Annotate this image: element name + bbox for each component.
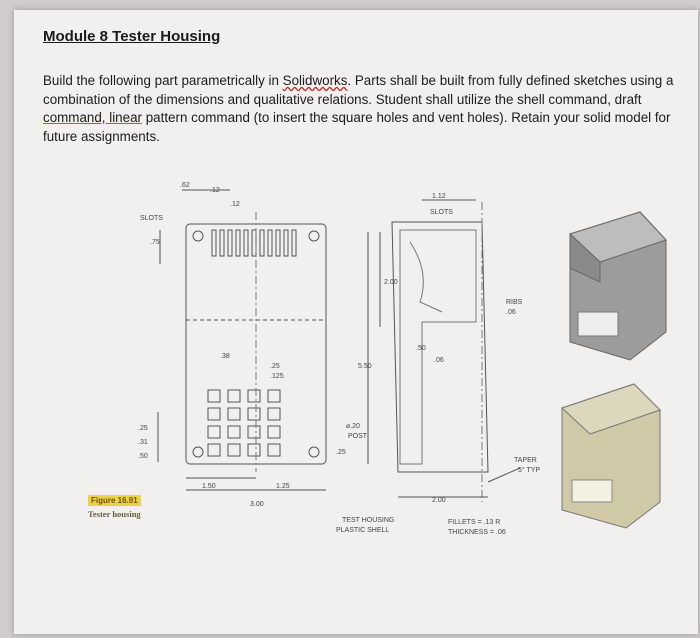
note-fillets: FILLETS = .13 R [448, 519, 501, 526]
dim-label-38: .38 [220, 353, 230, 360]
dim-label-20: ⌀.20 [346, 423, 360, 430]
dim-label-06b: .06 [506, 309, 516, 316]
dim-label-31: .31 [138, 439, 148, 446]
engineering-drawing [70, 172, 690, 552]
paragraph-part-5: pattern command (to insert the square holes and vent holes). Retain your solid model for future assignments. [43, 110, 671, 144]
dim-label-62: .62 [180, 182, 190, 189]
spellcheck-word-solidworks: Solidworks [282, 73, 348, 88]
iso-render-top [570, 212, 666, 360]
side-view-outline [392, 222, 488, 472]
screw-hole-left [193, 231, 203, 241]
note-thickness: THICKNESS = .06 [448, 529, 506, 536]
dim-label-200a: 2.00 [384, 279, 398, 286]
figure-caption-number: Figure 16.91 [88, 495, 141, 506]
screw-hole-right [309, 231, 319, 241]
vent-slots [212, 230, 296, 256]
dim-label-75: .75 [150, 239, 160, 246]
ribs-label: RIBS [506, 299, 523, 306]
dim-label-300: 3.00 [250, 501, 264, 508]
dim-label-200b: 2.00 [432, 497, 446, 504]
taper-value: 5° TYP [518, 467, 541, 474]
dim-label-12a: .12 [210, 187, 220, 194]
screw-hole-bottom-left [193, 447, 203, 457]
side-view-breakline [410, 242, 442, 312]
figure-caption-title: Tester housing [88, 509, 141, 519]
dim-label-50a: .50 [138, 453, 148, 460]
dim-label-25b: .25 [138, 425, 148, 432]
dim-label-112: 1.12 [432, 193, 446, 200]
dim-label-slots: SLOTS [140, 215, 163, 222]
side-view-inner-wall [400, 230, 476, 464]
note-test-housing: TEST HOUSING [342, 517, 395, 524]
note-plastic-shell: PLASTIC SHELL [336, 527, 390, 534]
dim-label-125: .125 [270, 373, 284, 380]
dim-label-150: 1.50 [202, 483, 216, 490]
page-title: Module 8 Tester Housing [43, 28, 221, 45]
dim-label-550: 5.50 [358, 363, 372, 370]
paragraph-part-3: . Parts shall be built from fully defined sketches using a combination of the dimensions and qualitative relations. Student shall utilize the shell command, draft [43, 73, 674, 107]
screw-hole-bottom-right [309, 447, 319, 457]
assignment-paragraph [43, 72, 678, 146]
square-hole-pattern [208, 390, 280, 456]
post-label: POST [348, 433, 368, 440]
dim-label-25c: .25 [336, 449, 346, 456]
grammar-underline-phrase: command, linear [43, 110, 142, 125]
dim-label-06a: .06 [434, 357, 444, 364]
dim-label-50b: .50 [416, 345, 426, 352]
dim-label-125b: 1.25 [276, 483, 290, 490]
dim-label-12b: .12 [230, 201, 240, 208]
taper-label: TAPER [514, 457, 537, 464]
taper-leader [488, 468, 520, 482]
side-slots-label: SLOTS [430, 209, 453, 216]
dim-label-25a: .25 [270, 363, 280, 370]
paragraph-part-1: Build the following part parametrically in [43, 73, 283, 88]
iso-render-bottom [562, 384, 660, 528]
